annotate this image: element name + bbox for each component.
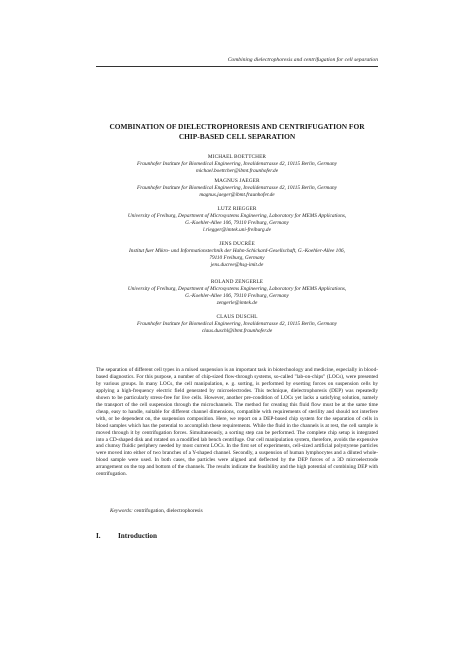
author-affiliation: Institut fuer Mikro- und Informationstechnik der Hahn-Schickard-Gesellschaft, G.-Koehler-Allee 106, xyxy=(129,247,345,254)
keywords-label: Keywords: xyxy=(110,508,133,514)
section-title: Introduction xyxy=(118,532,158,540)
author-block xyxy=(96,241,378,269)
author-affiliation: Fraunhofer Institute for Biomedical Engineering, Invalidenstrasse 42, 10115 Berlin, Germany xyxy=(137,160,337,167)
author-block xyxy=(96,206,378,234)
running-header: Combining dielectrophoresis and centrifugation for cell separation xyxy=(227,57,378,63)
author-email: zengerle@imtek.de xyxy=(216,299,258,306)
author-block xyxy=(96,279,378,307)
paper-title-line: COMBINATION OF DIELECTROPHORESIS AND CENTRIFUGATION FOR xyxy=(109,122,365,131)
author-affiliation: 79110 Freiburg, Germany xyxy=(209,254,265,261)
author-name: MICHAEL BOETTCHER xyxy=(207,154,267,160)
author-name: ROLAND ZENGERLE xyxy=(210,279,264,285)
header-rule xyxy=(96,66,378,67)
author-affiliation: Fraunhofer Institute for Biomedical Engineering, Invalidenstrasse 42, 10115 Berlin, Germany xyxy=(137,320,337,327)
paper-title xyxy=(96,122,378,141)
author-email: michael.boettcher@ibmt.fraunhofer.de xyxy=(195,167,279,174)
abstract-text: The separation of different cell types in a mixed suspension is an important task in biotechnology and medicine, especially in blood-based diagnostics. For this purpose, a number of chip-sized flow-through systems, so-called "lab-on-chips" (LOCs), were presented by various groups. In many LOCs, the cell manipulation, e. g. sorting, is performed by exerting forces on suspension cells by applying a high-frequency electric field generated by microelectrodes. This technique, dielectrophoresis (DEP) was repeatedly shown to be particularly stress-free for live cells. However, another pre-condition of LOCs yet lacks a satisfying solution, namely the transport of the cell suspension through the microchannels. The method for creating this fluid flow must be at the same time cheap, easy to handle, suitable for different channel dimensions, compatible with requirements of sterility and should not interfere with, or be dependent on, the suspension composition. Here, we report on a DEP-based chip system for the separation of cells in blood samples which has the potential to accomplish these requirements. While the fluid in the channels is at rest, the cell sample is moved through it by centrifugation forces. Simultaneously, a sorting step can be performed. The complete chip setup is integrated into a CD-shaped disk and rotated on a modified lab bench centrifuge. Our cell manipulation system, therefore, avoids the expensive and clumsy fluidic periphery needed by most current LOCs. In the first set of experiments, cell-sized artificial polystyrene particles were moved into either of two branches of a Y-shaped channel. Secondly, a suspension of human lymphocytes and a diluted whole-blood sample were used. In both cases, the particles were aligned and deflected by the DEP forces of a 3D microelectrode arrangement on the top and bottom of the channels. The results indicate the feasibility and the high potential of combining DEP with centrifugation. xyxy=(96,367,378,478)
author-name: MAGNUS JAEGER xyxy=(214,178,260,184)
author-block xyxy=(96,154,378,175)
author-block xyxy=(96,314,378,335)
author-name: CLAUS DUSCHL xyxy=(216,314,258,320)
author-block xyxy=(96,178,378,199)
section-number: I. xyxy=(96,532,101,540)
keywords-text: centrifugation, dielectrophoresis xyxy=(134,508,203,514)
author-affiliation: Fraunhofer Institute for Biomedical Engineering, Invalidenstrasse 42, 10115 Berlin, Germany xyxy=(137,184,337,191)
author-email: magnus.jaeger@ibmt.fraunhofer.de xyxy=(199,191,275,198)
author-affiliation: G.-Koehler-Allee 106, 79110 Freiburg, Germany xyxy=(185,219,289,226)
author-email: claus.duschl@ibmt.fraunhofer.de xyxy=(201,327,273,334)
author-name: LUTZ RIEGGER xyxy=(217,206,257,212)
author-affiliation: G.-Koehler-Allee 106, 79110 Freiburg, Germany xyxy=(185,292,289,299)
author-email: l.riegger@imtek.uni-freiburg.de xyxy=(203,226,271,233)
keywords-line xyxy=(110,508,378,514)
author-affiliation: University of Freiburg, Department of Microsystems Engineering, Laboratory for MEMS Applications, xyxy=(127,212,347,219)
author-name: JENS DUCRÉE xyxy=(219,241,255,247)
author-email: jens.ducree@hsg-imit.de xyxy=(210,261,264,268)
author-affiliation: University of Freiburg, Department of Microsystems Engineering, Laboratory for MEMS Applications, xyxy=(127,285,347,292)
paper-title-line: CHIP-BASED CELL SEPARATION xyxy=(178,131,296,141)
